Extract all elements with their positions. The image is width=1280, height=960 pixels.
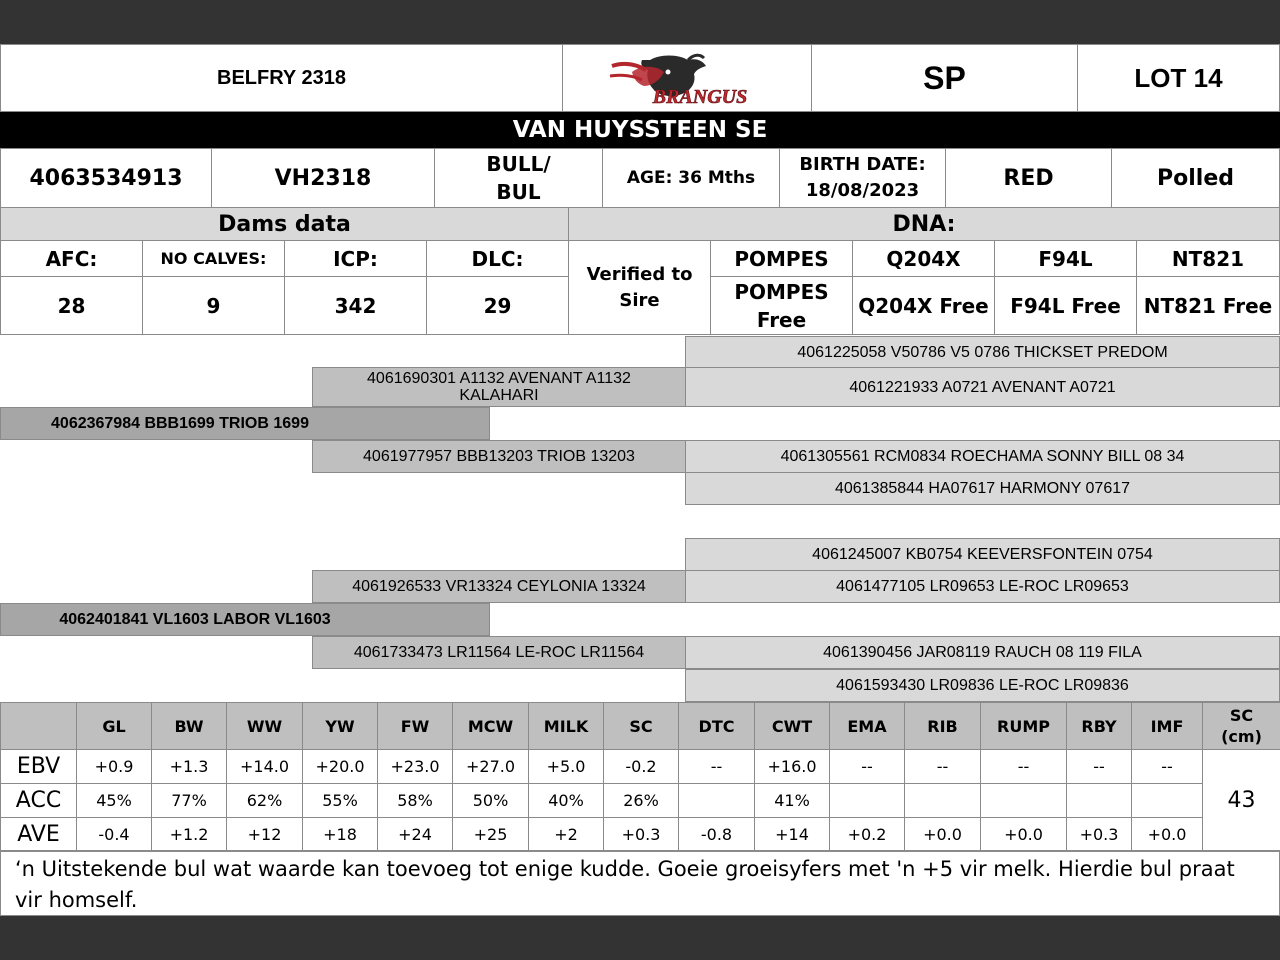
registration-number: 4063534913 xyxy=(0,148,212,208)
ebv-cell: +14.0 xyxy=(227,750,303,784)
ave-cell: +0.2 xyxy=(830,818,905,852)
acc-cell xyxy=(679,784,755,818)
verified-line-2: Sire xyxy=(619,289,660,311)
ave-cell: +2 xyxy=(529,818,604,852)
ave-cell: +0.0 xyxy=(1132,818,1203,852)
row-label-ave: AVE xyxy=(1,818,77,852)
icp-value: 342 xyxy=(284,276,427,335)
ebv-cell: -- xyxy=(1132,750,1203,784)
animal-name: BELFRY 2318 xyxy=(0,44,563,112)
col-cwt: CWT xyxy=(755,703,830,750)
acc-cell xyxy=(905,784,981,818)
acc-cell: 50% xyxy=(453,784,529,818)
col-rib: RIB xyxy=(905,703,981,750)
col-rby: RBY xyxy=(1067,703,1132,750)
birth-date-field xyxy=(779,148,946,208)
dna-test-nt821: NT821 xyxy=(1136,240,1280,277)
dams-data-title: Dams data xyxy=(0,207,569,241)
acc-cell: 55% xyxy=(303,784,378,818)
acc-cell: 41% xyxy=(755,784,830,818)
col-ww: WW xyxy=(227,703,303,750)
sc-header-line-1: SC xyxy=(1229,706,1254,725)
bull-head-icon xyxy=(602,50,772,106)
dna-result-q204x: Q204X Free xyxy=(852,276,995,335)
pedigree-dam-dam-sire: 4061390456 JAR08119 RAUCH 08 119 FILA xyxy=(685,636,1280,669)
ebv-cell: -- xyxy=(905,750,981,784)
ebv-cell: +16.0 xyxy=(755,750,830,784)
ave-cell: +0.3 xyxy=(1067,818,1132,852)
acc-row xyxy=(1,784,1280,818)
col-bw: BW xyxy=(152,703,227,750)
dna-test-pompes: POMPES xyxy=(710,240,853,277)
col-fw: FW xyxy=(378,703,453,750)
ebv-cell: +0.9 xyxy=(77,750,152,784)
icp-label: ICP: xyxy=(284,240,427,277)
verified-line-1: Verified to xyxy=(586,263,693,285)
dna-test-q204x: Q204X xyxy=(852,240,995,277)
ebv-cell: -- xyxy=(679,750,755,784)
ave-row xyxy=(1,818,1280,852)
color-field: RED xyxy=(945,148,1112,208)
acc-cell: 26% xyxy=(604,784,679,818)
pedigree-sire-dam: 4061977957 BBB13203 TRIOB 13203 xyxy=(312,440,686,473)
acc-cell: 62% xyxy=(227,784,303,818)
ebv-cell: -- xyxy=(830,750,905,784)
dna-test-f94l: F94L xyxy=(994,240,1137,277)
ave-cell: +0.0 xyxy=(981,818,1067,852)
no-calves-value: 9 xyxy=(142,276,285,335)
sc-header-line-2: (cm) xyxy=(1221,727,1262,746)
col-ema: EMA xyxy=(830,703,905,750)
sc-cm-value: 43 xyxy=(1203,750,1280,852)
dna-result-f94l: F94L Free xyxy=(994,276,1137,335)
ave-cell: +1.2 xyxy=(152,818,227,852)
pedigree-dam-dam: 4061733473 LR11564 LE-ROC LR11564 xyxy=(312,636,686,669)
ave-cell: +18 xyxy=(303,818,378,852)
birth-date-value: 18/08/2023 xyxy=(805,180,920,201)
acc-cell: 45% xyxy=(77,784,152,818)
pedigree-dam-dam-dam: 4061593430 LR09836 LE-ROC LR09836 xyxy=(685,669,1280,702)
breeder-name: VAN HUYSSTEEN SE xyxy=(0,112,1280,148)
age-field: AGE: 36 Mths xyxy=(602,148,780,208)
ebv-corner xyxy=(1,703,77,750)
col-gl: GL xyxy=(77,703,152,750)
acc-cell: 58% xyxy=(378,784,453,818)
dna-result-pompes: POMPES Free xyxy=(710,276,853,335)
herd-id: VH2318 xyxy=(211,148,435,208)
type-code: SP xyxy=(811,44,1078,112)
col-rump: RUMP xyxy=(981,703,1067,750)
ebv-cell: +1.3 xyxy=(152,750,227,784)
ave-cell: +24 xyxy=(378,818,453,852)
brangus-logo xyxy=(562,44,812,112)
lot-number: LOT 14 xyxy=(1077,44,1280,112)
pedigree-sire-dam-dam: 4061385844 HA07617 HARMONY 07617 xyxy=(685,472,1280,505)
ebv-cell: +20.0 xyxy=(303,750,378,784)
ebv-cell: +5.0 xyxy=(529,750,604,784)
ave-cell: +25 xyxy=(453,818,529,852)
horn-field: Polled xyxy=(1111,148,1280,208)
dna-title: DNA: xyxy=(568,207,1280,241)
acc-cell xyxy=(830,784,905,818)
pedigree-dam-sire: 4061926533 VR13324 CEYLONIA 13324 xyxy=(312,570,686,603)
acc-cell xyxy=(1132,784,1203,818)
ave-cell: +0.3 xyxy=(604,818,679,852)
acc-cell xyxy=(1067,784,1132,818)
col-sc: SC xyxy=(604,703,679,750)
ebv-cell: +23.0 xyxy=(378,750,453,784)
sex-field xyxy=(434,148,603,208)
sex-line-2: BUL xyxy=(496,180,541,204)
pedigree-sire-sire: 4061690301 A1132 AVENANT A1132 KALAHARI xyxy=(312,367,686,407)
ave-cell: -0.8 xyxy=(679,818,755,852)
ave-cell: -0.4 xyxy=(77,818,152,852)
ebv-header-row xyxy=(1,703,1280,750)
lot-card xyxy=(0,44,1280,916)
ebv-table xyxy=(0,702,1280,852)
acc-cell: 77% xyxy=(152,784,227,818)
dlc-label: DLC: xyxy=(426,240,569,277)
ebv-cell: -- xyxy=(1067,750,1132,784)
verified-to-sire xyxy=(568,240,711,335)
ave-cell: +12 xyxy=(227,818,303,852)
sex-line-1: BULL/ xyxy=(486,152,551,176)
col-imf: IMF xyxy=(1132,703,1203,750)
pedigree-sire-dam-sire: 4061305561 RCM0834 ROECHAMA SONNY BILL 08 34 xyxy=(685,440,1280,473)
birth-date-label: BIRTH DATE: xyxy=(799,154,926,175)
pedigree-sire-sire-dam: 4061221933 A0721 AVENANT A0721 xyxy=(685,367,1280,407)
pedigree-dam-sire-dam: 4061477105 LR09653 LE-ROC LR09653 xyxy=(685,570,1280,603)
row-label-acc: ACC xyxy=(1,784,77,818)
ave-cell: +14 xyxy=(755,818,830,852)
ebv-row xyxy=(1,750,1280,784)
pedigree-dam: 4062401841 VL1603 LABOR VL1603 xyxy=(0,603,490,636)
acc-cell xyxy=(981,784,1067,818)
col-dtc: DTC xyxy=(679,703,755,750)
ebv-cell: -- xyxy=(981,750,1067,784)
row-label-ebv: EBV xyxy=(1,750,77,784)
ebv-cell: -0.2 xyxy=(604,750,679,784)
afc-label: AFC: xyxy=(0,240,143,277)
comment-text: ‘n Uitstekende bul wat waarde kan toevoeg tot enige kudde. Goeie groeisyfers met 'n +5 vir melk. Hierdie bul praat vir homself. xyxy=(0,850,1280,916)
col-sc-cm xyxy=(1203,703,1280,750)
col-milk: MILK xyxy=(529,703,604,750)
pedigree-dam-sire-sire: 4061245007 KB0754 KEEVERSFONTEIN 0754 xyxy=(685,538,1280,571)
dna-result-nt821: NT821 Free xyxy=(1136,276,1280,335)
acc-cell: 40% xyxy=(529,784,604,818)
col-yw: YW xyxy=(303,703,378,750)
pedigree-sire: 4062367984 BBB1699 TRIOB 1699 xyxy=(0,407,490,440)
logo-text: BRANGUS xyxy=(652,86,748,106)
pedigree-sire-sire-sire: 4061225058 V50786 V5 0786 THICKSET PREDOM xyxy=(685,336,1280,368)
no-calves-label: NO CALVES: xyxy=(142,240,285,277)
col-mcw: MCW xyxy=(453,703,529,750)
ave-cell: +0.0 xyxy=(905,818,981,852)
afc-value: 28 xyxy=(0,276,143,335)
ebv-cell: +27.0 xyxy=(453,750,529,784)
dlc-value: 29 xyxy=(426,276,569,335)
